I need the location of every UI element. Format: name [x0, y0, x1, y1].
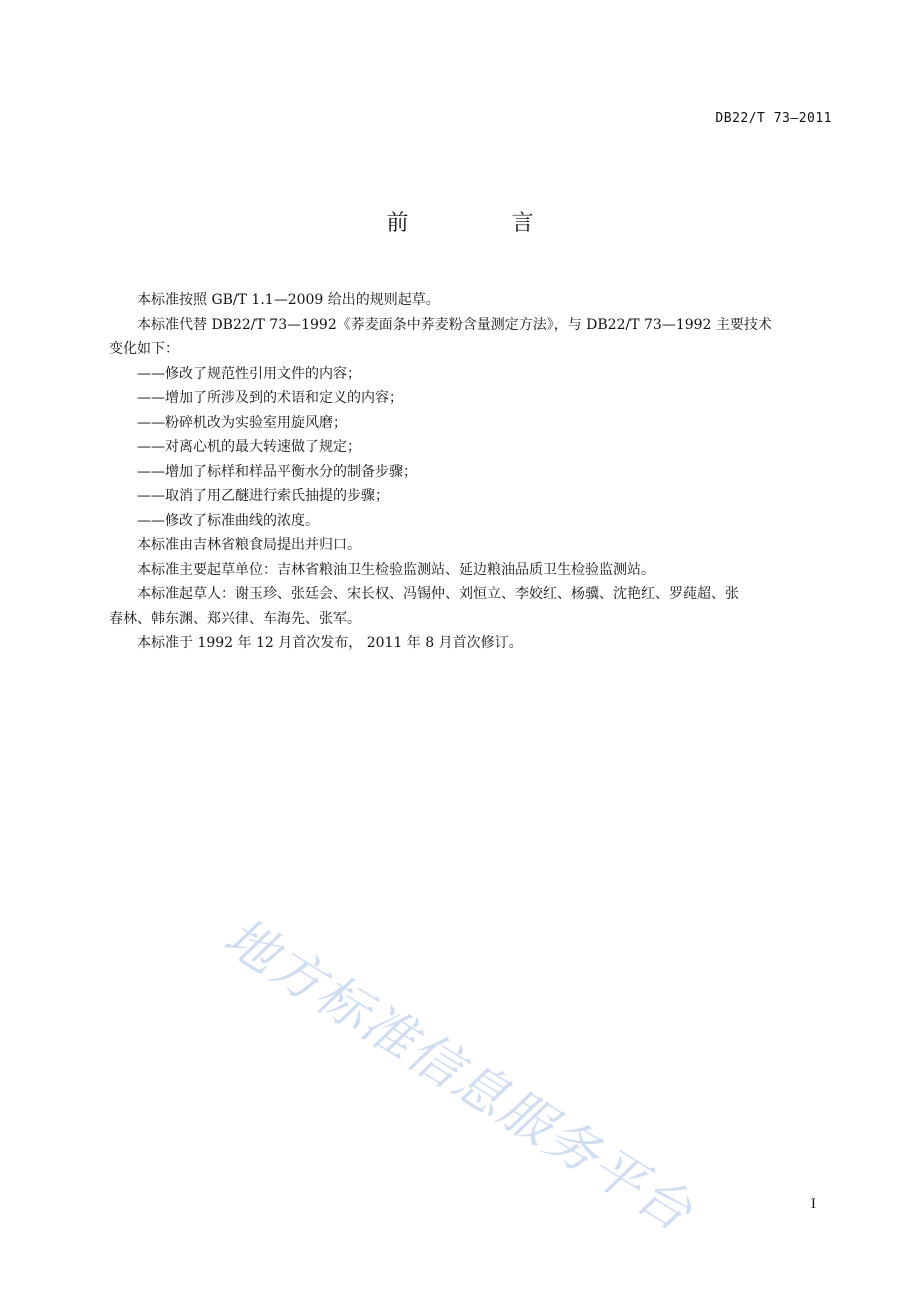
- paragraph-drafting-rules: 本标准按照 GB/T 1.1—2009 给出的规则起草。: [137, 292, 440, 308]
- paragraph-drafters: 本标准起草人：谢玉珍、张廷会、宋长权、冯锡仲、刘恒立、李姣红、杨骥、沈艳红、罗莼超、张: [137, 586, 739, 602]
- watermark: 地方标准信息服务平台: [213, 906, 703, 1244]
- paragraph-replacement: 本标准代替 DB22/T 73—1992《荞麦面条中荞麦粉含量测定方法》，与 DB22/T 73—1992 主要技术: [137, 316, 772, 333]
- paragraph-release-history: 本标准于 1992 年 12 月首次发布， 2011 年 8 月首次修订。: [137, 635, 523, 651]
- list-item-change: ——增加了所涉及到的术语和定义的内容；: [137, 390, 403, 406]
- page-title: 前 言: [386, 211, 582, 236]
- paragraph-proposer: 本标准由吉林省粮食局提出并归口。: [137, 537, 361, 553]
- list-item-change: ——对离心机的最大转速做了规定；: [137, 439, 361, 455]
- document-code: DB22/T 73—2011: [715, 111, 832, 126]
- page-number: I: [810, 1197, 816, 1212]
- list-item-change: ——增加了标样和样品平衡水分的制备步骤；: [137, 463, 417, 480]
- list-item-change: ——修改了标准曲线的浓度。: [137, 512, 319, 529]
- foreword-body: [109, 288, 832, 656]
- list-item-change: ——粉碎机改为实验室用旋风磨；: [137, 414, 347, 431]
- paragraph-replacement-continued: 变化如下：: [109, 341, 179, 357]
- paragraph-drafters-continued: 春林、韩东渊、郑兴律、车海先、张军。: [109, 610, 361, 627]
- list-item-change: ——修改了规范性引用文件的内容；: [137, 365, 361, 382]
- list-item-change: ——取消了用乙醚进行索氏抽提的步骤；: [137, 488, 389, 504]
- paragraph-drafting-units: 本标准主要起草单位：吉林省粮油卫生检验监测站、延边粮油品质卫生检验监测站。: [137, 561, 655, 578]
